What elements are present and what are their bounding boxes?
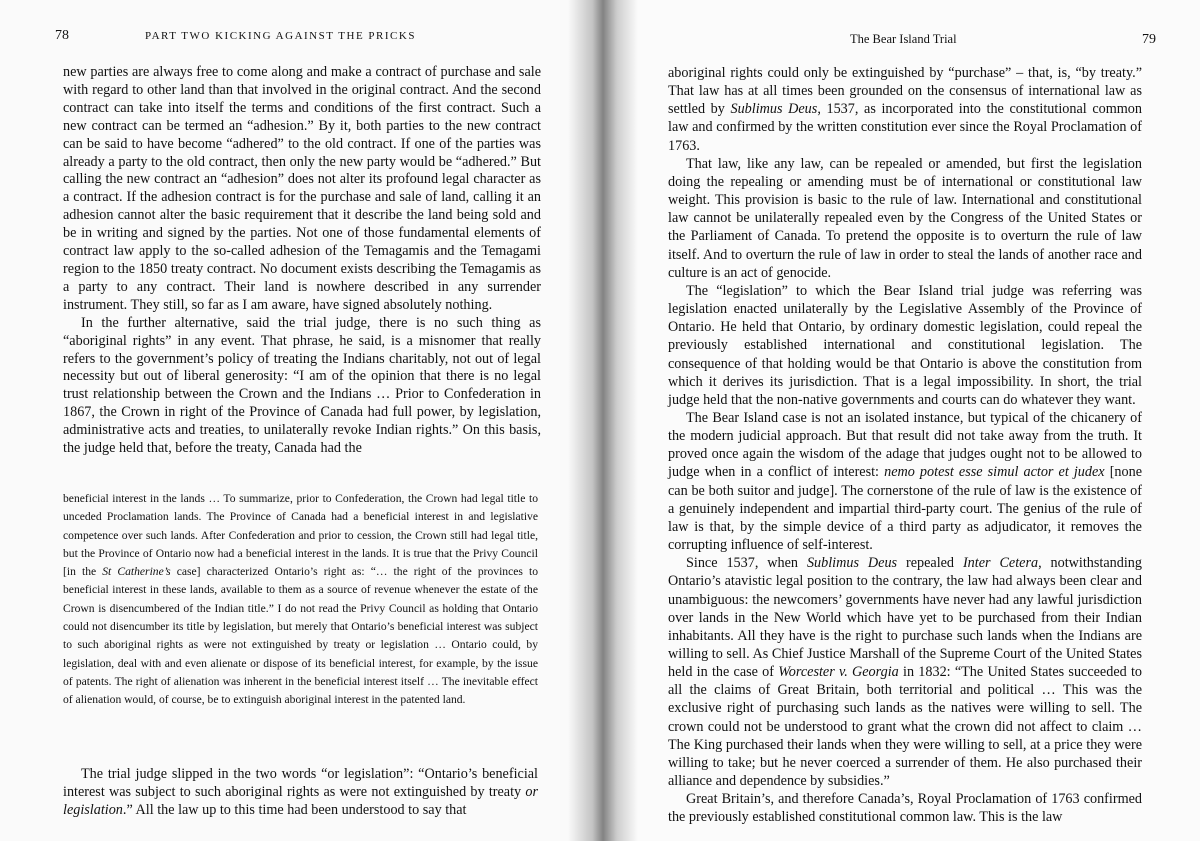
right-paragraph-6: Great Britain’s, and therefore Canada’s, Royal Proclamation of 1763 confirmed the previously established constitutional common law. This is the law [668,791,1142,826]
p5-italic-3: Worcester v. Georgia [778,664,899,681]
left-paragraph-1: new parties are always free to come along and make a contract of purchase and sale with regard to other land than that involved in the original contract. And the second contract can take into itself the terms and conditions of the first contract. Such a new contract can be termed an “adhesion.” By it, both parties to the new contract can be said to have become “adhered” to the old contract. If one of the parties was already a party to the old contract, then only the new party would be “adhered.” But calling the new contract an “adhesion” does not alter its profound legal character as a contract. If the adhesion contract is for the purchase and sale of land, calling it an adhesion cannot alter the basic requirement that it describe the land being sold and be in writing and signed by the parties. Not one of those fundamental elements of contract law apply to the so-called adhesion of the Temagamis and the Temagami region to the 1850 treaty contract. No document exists describing the Temagamis as a party to any contract. Their land is nowhere described in any surrender instrument. They still, so far as I am aware, have signed absolutely nothing. [63,64,541,313]
book-gutter-shadow [568,0,638,841]
block-quote-text-b: case] characterized Ontario’s right as: “… the right of the provinces to beneficial interest in these lands, available to them as a source of revenue whenever the estate of the Crown is disencumbered of the Indian title.” I do not read the Privy Council as holding that Ontario could not disencumber its title by legislation, but merely that Ontario’s beneficial interest was subject to such aboriginal rights as were not extinguished by treaty or legislation … Ontario could, by legislation, deal with and even alienate or dispose of its beneficial interest, for example, by the issue of patents. The right of alienation was inherent in the beneficial interest itself … The inevitable effect of alienation would, of course, be to extinguish aboriginal interest in the patented land. [63,565,539,707]
block-quote-text [63,490,538,710]
p5-italic-2: Inter Cetera [962,555,1039,572]
p5-text-a: Since 1537, when [686,555,807,572]
block-quote-text-a: beneficial interest in the lands … To summarize, prior to Confederation, the Crown had legal title to unceded Proclamation lands. The Province of Canada had a beneficial interest in and legislative competence over such lands. After Confederation and prior to cession, the Crown still had legal title, but the Province of Ontario now had a beneficial interest in the lands. It is true that the Privy Council [in the [63,492,538,579]
left-page-number: 78 [55,28,69,43]
right-page-number: 79 [1142,32,1156,47]
right-paragraph-5 [668,554,1142,790]
right-paragraph-3: The “legislation” to which the Bear Island trial judge was referring was legislation enacted unilaterally by the Legislative Assembly of the Province of Ontario. He held that Ontario, by ordinary domestic legislation, could repeal the previously established international and constitutional legislation. The consequence of that holding would be that Ontario is above the constitution from which it derives its jurisdiction. That is a legal impossibility. In short, the trial judge held that the non-native governments and courts can do whatever they want. [668,282,1142,408]
p5-text-c: , notwithstanding Ontario’s atavistic legal position to the contrary, the law had always been clear and unambiguous: the newcomers’ governments have never had any lawful jurisdiction over lands in the New World which have yet to be purchased from their Indian inhabitants. All they have is the right to purchase such lands when the Indians are willing to sell. As Chief Justice Marshall of the Supreme Court of the United States held in the case of [668,555,1142,681]
latin-maxim: nemo potest esse simul actor et judex [884,464,1105,481]
left-page [0,0,590,841]
right-paragraph-2: That law, like any law, can be repealed or amended, but first the legislation doing the repealing or amending must be of international or constitutional law weight. This provision is basic to the rule of law. International and constitutional law cannot be unilaterally repealed even by the Congress of the United States or the Parliament of Canada. To pretend the opposite is to overturn the rule of law itself. And to overturn the rule of law in order to steal the lands of another race and culture is an act of genocide. [668,155,1142,281]
paragraph-3-italic: or legislation [63,783,538,818]
right-paragraph-1 [668,64,1142,155]
left-paragraph-2: In the further alternative, said the trial judge, there is no such thing as “aboriginal rights” in any event. That phrase, he said, is a misnomer that really refers to the government’s policy of treating the Indians charitably, not out of legal necessity but out of liberal generosity: “I am of the opinion that there is no legal trust relationship between the Crown and the Indians … Prior to Confederation in 1867, the Crown in right of the Province of Canada had full power, by legislation, administrative acts and treaties, to unilaterally revoke Indian rights.” On this basis, the judge held that, before the treaty, Canada had the [63,314,541,457]
left-paragraph-3 [63,766,538,820]
left-body-text-bottom [63,766,538,820]
paragraph-3-text-b: .” All the law up to this time had been understood to say that [122,801,467,818]
p1-italic: Sublimus Deus [730,101,818,118]
right-page [590,0,1200,841]
right-paragraph-4 [668,409,1142,554]
p5-text-b: repealed [897,555,963,572]
left-running-head: PART TWO KICKING AGAINST THE PRICKS [145,30,416,42]
right-body-text [668,64,1142,827]
paragraph-3-text-a: The trial judge slipped in the two words “or legislation”: “Ontario’s beneficial interest was subject to such aboriginal rights as were not extinguished by treaty [63,766,538,800]
block-quote [63,490,538,710]
p5-italic-1: Sublimus Deus [806,555,898,572]
left-body-text [63,64,541,458]
p1-text-a: aboriginal rights could only be extinguished by “purchase” – that, is, “by treaty.” That law has at all times been grounded on the consensus of international law as settled by [668,65,1142,118]
p5-text-d: in 1832: “The United States succeeded to all the claims of Great Britain, both territorial and political … This was the exclusive right of purchasing such lands as the natives were willing to sell. The crown could not be understood to grant what the crown did not affect to claim … The King purchased their lands when they were willing to sell, at a price they were willing to take; but he never coerced a surrender of them. He also purchased their alliance and dependence by subsidies.” [668,664,1142,790]
right-running-head: The Bear Island Trial [850,32,957,46]
p4-text-a: The Bear Island case is not an isolated instance, but typical of the chicanery of the modern judicial approach. But that result did not take away from the truth. It proved once again the wisdom of the adage that judges ought not to be allowed to judge when in a conflict of interest: [668,409,1142,481]
p4-text-b: [none can be both suitor and judge]. The cornerstone of the rule of law is the existence of a genuinely independent and impartial third-party court. The genius of the rule of law is that, by the simple device of a third party as adjudicator, it removes the corrupting influence of self-interest. [668,464,1142,554]
p1-text-b: , 1537, as incorporated into the constitutional common law and confirmed by the written constitution ever since the Royal Proclamation of 1763. [668,101,1142,154]
case-name: St Catherine’s [102,565,171,579]
